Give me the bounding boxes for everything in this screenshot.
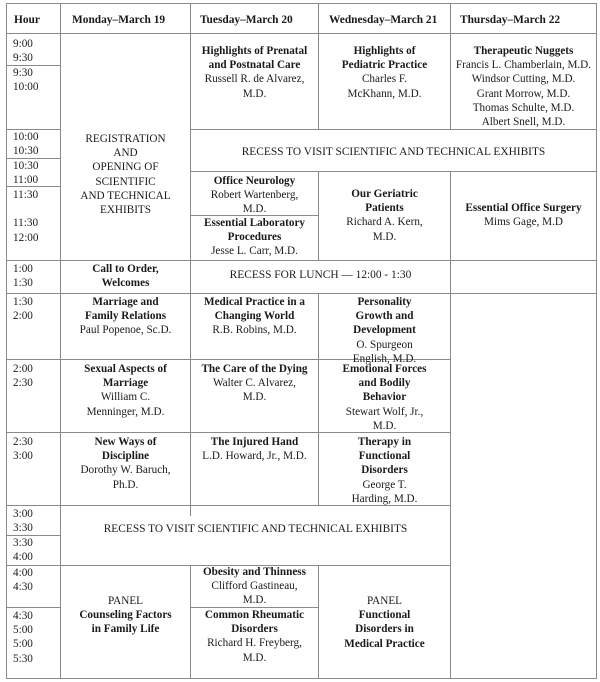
recess-exhibits-afternoon: RECESS TO VISIT SCIENTIFIC AND TECHNICAL EXHIBITS — [103, 523, 408, 535]
session-therapeutic-nuggets — [451, 44, 596, 129]
session-medical-practice — [191, 295, 318, 338]
hours-400 — [13, 566, 33, 594]
row-sep-header — [6, 33, 597, 34]
session-title: Common Rheumatic — [204, 609, 305, 621]
session-text: OPENING OF — [92, 161, 159, 174]
session-speaker: Robert Wartenberg, — [210, 189, 299, 202]
session-speaker: McKhann, M.D. — [347, 87, 422, 100]
hour-label: 2:00 — [13, 310, 33, 323]
hour-label: 9:00 — [13, 38, 33, 50]
header-hour: Hour — [14, 14, 40, 26]
session-title: Growth and — [355, 310, 414, 323]
session-title: Patients — [365, 202, 404, 215]
session-title: Procedures — [227, 231, 282, 244]
session-title: Family Relations — [84, 310, 167, 323]
session-speaker: Russell R. de Alvarez, — [204, 73, 305, 86]
session-speaker: M.D. — [372, 230, 397, 243]
session-speaker: Windsor Cutting, M.D. — [471, 73, 576, 86]
header-wednesday: Wednesday–March 21 — [329, 14, 438, 26]
session-speaker: English, M.D. — [352, 352, 417, 365]
session-speaker: Ph.D. — [112, 478, 139, 491]
row-sep-hour-430 — [6, 607, 61, 608]
col-sep-wed-2 — [450, 171, 451, 679]
hour-label: 4:00 — [13, 551, 33, 564]
session-panel-counseling — [61, 594, 190, 637]
row-sep-recess-end — [190, 171, 597, 172]
hour-label: 3:30 — [13, 537, 33, 549]
hour-label: 2:30 — [13, 436, 33, 448]
hour-label: 10:00 — [13, 81, 39, 94]
session-speaker: Walter C. Alvarez, — [213, 377, 296, 390]
session-speaker: Jesse L. Carr, M.D. — [211, 245, 298, 258]
hour-label: 4:30 — [13, 610, 33, 622]
session-title: Emotional Forces — [342, 363, 427, 375]
session-text: AND TECHNICAL — [80, 189, 171, 202]
session-title: Behavior — [362, 391, 407, 404]
session-speaker: Thomas Schulte, M.D. — [472, 101, 575, 114]
session-title: Marriage — [102, 377, 149, 390]
hour-label — [13, 202, 38, 216]
session-speaker: M.D. — [242, 651, 267, 664]
session-essential-lab — [191, 216, 318, 259]
session-text: REGISTRATION — [85, 133, 166, 145]
session-title: Sexual Aspects of — [84, 363, 167, 375]
session-speaker: O. Spurgeon — [356, 338, 413, 351]
session-title: Office Neurology — [213, 175, 296, 187]
session-title: New Ways of — [94, 436, 157, 448]
session-title: and Postnatal Care — [208, 59, 301, 72]
header-tuesday: Tuesday–March 20 — [200, 14, 293, 26]
session-speaker: Richard H. Freyberg, — [207, 637, 302, 650]
session-speaker: L.D. Howard, Jr., M.D. — [202, 450, 307, 463]
session-emotional-forces — [319, 362, 450, 433]
session-text: EXHIBITS — [100, 204, 151, 217]
session-text: AND — [113, 147, 138, 160]
session-title: Therapy in — [357, 436, 412, 448]
session-title: The Injured Hand — [210, 436, 299, 448]
session-title: Discipline — [101, 450, 150, 463]
hour-label: 10:00 — [13, 131, 39, 143]
session-speaker: Menninger, M.D. — [86, 405, 165, 418]
session-title: Medical Practice — [344, 637, 425, 650]
session-text: SCIENTIFIC — [95, 175, 156, 188]
session-title: The Care of the Dying — [201, 363, 308, 375]
recess-exhibits-morning: RECESS TO VISIT SCIENTIFIC AND TECHNICAL EXHIBITS — [241, 146, 546, 158]
session-office-neurology — [191, 174, 318, 217]
session-speaker: Dorothy W. Baruch, — [80, 464, 171, 477]
table-border-left — [6, 3, 7, 679]
session-speaker: Richard A. Kern, — [346, 216, 423, 229]
hours-900 — [13, 37, 33, 65]
session-injured-hand — [191, 435, 318, 463]
hour-label: 9:30 — [13, 52, 33, 65]
session-title: Welcomes — [101, 277, 150, 290]
session-care-of-dying — [191, 362, 318, 405]
session-speaker: Albert Snell, M.D. — [481, 116, 566, 129]
session-speaker: M.D. — [242, 594, 267, 607]
session-title: and Bodily — [358, 377, 411, 390]
session-title: Essential Office Surgery — [465, 202, 582, 214]
hours-1000 — [13, 130, 38, 158]
session-pediatric — [319, 44, 450, 101]
session-title: Disorders — [231, 623, 278, 636]
row-sep-100 — [6, 260, 597, 261]
session-speaker: M.D. — [242, 203, 267, 216]
hours-1130 — [13, 188, 38, 245]
hours-300 — [13, 507, 33, 535]
hour-label: 10:30 — [13, 160, 39, 172]
session-new-ways-discipline — [61, 435, 190, 492]
hour-label: 5:00 — [13, 624, 33, 637]
table-border-bottom — [6, 678, 597, 679]
session-title: Therapeutic Nuggets — [473, 45, 574, 57]
hour-label: 10:30 — [13, 145, 39, 158]
session-title: Changing World — [214, 310, 295, 323]
hour-label: 3:00 — [13, 450, 33, 463]
hour-label: 11:00 — [13, 174, 39, 187]
session-speaker: M.D. — [242, 87, 267, 100]
hour-label: 12:00 — [13, 231, 39, 244]
session-title: Disorders in — [355, 623, 414, 636]
panel-label: PANEL — [107, 595, 144, 607]
panel-label: PANEL — [366, 595, 403, 607]
session-sexual-aspects — [61, 362, 190, 419]
session-title: Call to Order, — [92, 263, 159, 275]
hour-label: 5:00 — [13, 638, 33, 651]
hour-label: 1:30 — [13, 296, 33, 308]
session-obesity — [191, 565, 318, 608]
session-title: in Family Life — [91, 623, 160, 636]
session-office-surgery — [451, 201, 596, 229]
session-speaker: Paul Popenoe, Sc.D. — [79, 324, 172, 337]
row-sep-130 — [6, 293, 597, 294]
session-rheumatic — [191, 608, 318, 665]
hour-label: 1:00 — [13, 263, 33, 275]
hour-label: 4:00 — [13, 567, 33, 579]
hours-330 — [13, 536, 33, 564]
session-speaker: Clifford Gastineau, — [211, 580, 298, 593]
session-title: Pediatric Practice — [341, 59, 428, 72]
hours-200 — [13, 362, 33, 390]
session-speaker: R.B. Robins, M.D. — [212, 324, 297, 337]
header-thursday: Thursday–March 22 — [460, 14, 561, 26]
session-marriage-family — [61, 295, 190, 338]
session-panel-functional — [319, 594, 450, 651]
session-title: Functional — [358, 450, 411, 463]
hour-label: 2:00 — [13, 363, 33, 375]
session-speaker: M.D. — [372, 419, 397, 432]
table-border-top — [6, 3, 597, 4]
session-title: Development — [353, 324, 416, 337]
session-speaker: William C. — [100, 391, 151, 404]
session-title: Disorders — [361, 464, 408, 477]
session-title: Counseling Factors — [79, 609, 172, 622]
session-speaker: Francis L. Chamberlain, M.D. — [455, 59, 592, 72]
session-speaker: M.D. — [242, 391, 267, 404]
hour-label: 5:30 — [13, 652, 33, 665]
session-speaker: Harding, M.D. — [351, 492, 418, 505]
session-speaker: Charles F. — [361, 73, 408, 86]
table-border-right — [596, 3, 597, 679]
hour-label: 4:30 — [13, 581, 33, 594]
hour-label: 3:30 — [13, 522, 33, 535]
recess-lunch: RECESS FOR LUNCH — 12:00 - 1:30 — [229, 269, 412, 281]
session-title: Essential Laboratory — [204, 217, 305, 229]
hours-1030 — [13, 159, 38, 187]
hours-930 — [13, 66, 38, 94]
session-speaker: Grant Morrow, M.D. — [476, 87, 571, 100]
session-title: Highlights of — [353, 45, 416, 57]
header-monday: Monday–March 19 — [72, 14, 166, 26]
session-title: Medical Practice in a — [204, 296, 305, 308]
session-title: Highlights of Prenatal — [201, 45, 308, 57]
session-geriatric — [319, 187, 450, 244]
session-title: Functional — [358, 609, 411, 622]
hour-label: 11:30 — [13, 217, 39, 230]
hour-label: 11:30 — [13, 189, 39, 201]
session-prenatal — [191, 44, 318, 101]
session-personality — [319, 295, 450, 366]
session-speaker: Stewart Wolf, Jr., — [345, 405, 424, 418]
hour-label: 2:30 — [13, 377, 33, 390]
session-title: Obesity and Thinness — [202, 566, 306, 578]
hour-label: 3:00 — [13, 508, 33, 520]
hour-label: 1:30 — [13, 277, 33, 290]
hours-230 — [13, 435, 33, 463]
session-speaker: George T. — [362, 478, 407, 491]
session-speaker: Mims Gage, M.D — [484, 216, 563, 229]
hour-label: 9:30 — [13, 67, 33, 79]
session-therapy-functional — [319, 435, 450, 506]
hours-100 — [13, 262, 33, 290]
session-registration — [61, 132, 190, 217]
hours-130 — [13, 295, 33, 323]
hours-430 — [13, 609, 33, 666]
session-title: Personality — [357, 296, 412, 308]
session-title: Marriage and — [92, 296, 159, 308]
session-call-to-order — [61, 262, 190, 290]
col-sep-hour — [60, 3, 61, 679]
session-title: Our Geriatric — [351, 188, 418, 200]
